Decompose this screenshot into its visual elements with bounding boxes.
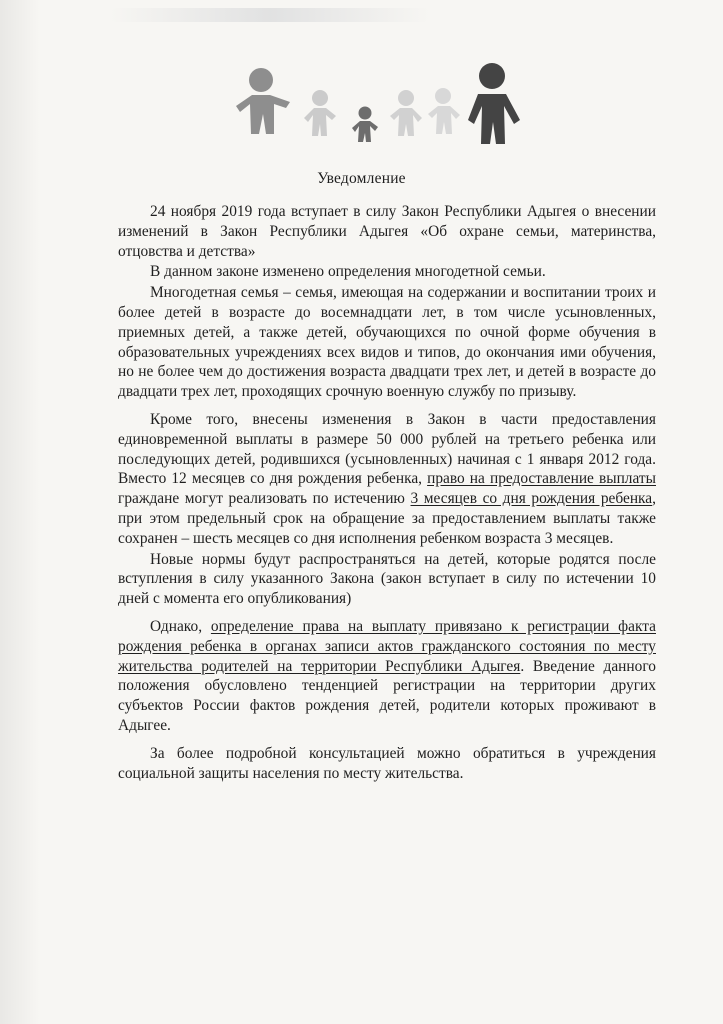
document-body: [118, 202, 656, 783]
figure-child-1: [304, 90, 336, 136]
family-figures-icon: [228, 62, 528, 146]
paragraph-7: За более подробной консультацией можно обратиться в учреждения социальной защиты населения по месту жительства.: [118, 744, 656, 782]
underlined-text: определение права на выплату привязано к регистрации факта рождения ребенка в органах записи актов гражданского состояния по месту жительства родителей на территории Республики Адыгея: [118, 617, 656, 675]
paragraph-6: Однако, определение права на выплату привязано к регистрации факта рождения ребенка в органах записи актов гражданского состояния по месту жительства родителей на территории Республики Адыгея. Введение данного положения обусловлено тенденцией регистрации на территории других субъектов России фактов рождения детей, родители которых проживают в Адыгее.: [118, 617, 656, 734]
paragraph-1: 24 ноября 2019 года вступает в силу Закон Республики Адыгея о внесении изменений в Закон Республики Адыгея «Об охране семьи, материнства, отцовства и детства»: [118, 203, 656, 260]
figure-parent-left: [236, 68, 290, 134]
document-title: Уведомление: [317, 170, 406, 187]
paragraph-3: Многодетная семья – семья, имеющая на содержании и воспитании троих и более детей в возрасте до восемнадцати лет, в том числе усыновленных, приемных детей, а также детей, обучающихся по очной форме обучения в образовательных учреждениях всех видов и типов, до окончания ими обучения, но не более чем до достижения возраста двадцати трех лет, и детей в возрасте до двадцати трех лет, проходящих срочную военную службу по призыву.: [118, 284, 656, 401]
scan-artifact: [110, 8, 430, 22]
scan-shadow: [0, 0, 40, 1024]
underlined-text: право на предоставление выплаты: [427, 470, 656, 488]
paragraph-5: Новые нормы будут распространяться на детей, которые родятся после вступления в силу указанного Закона (закон вступает в силу по истечении 10 дней с момента его опубликования): [118, 550, 656, 608]
paragraph-4: Кроме того, внесены изменения в Закон в части предоставления единовременной выплаты в размере 50 000 рублей на третьего ребенка или последующих детей, родившихся (усыновленных) начиная с 1 января 2012 года. Вместо 12 месяцев со дня рождения ребенка, право на предоставление выплаты граждане могут реализовать по истечению 3 месяцев со дня рождения ребенка, при этом предельный срок на обращение за предоставлением выплаты также сохранен – шесть месяцев со дня исполнения ребенком возраста 3 месяцев.: [118, 410, 656, 547]
figure-child-2: [352, 107, 378, 143]
underlined-text: 3 месяцев со дня рождения ребенка: [410, 490, 653, 508]
figure-child-3: [390, 90, 422, 136]
paragraph-2: В данном законе изменено определения многодетной семьи.: [150, 263, 546, 281]
figure-parent-right: [468, 63, 520, 144]
figure-child-4: [428, 88, 460, 134]
